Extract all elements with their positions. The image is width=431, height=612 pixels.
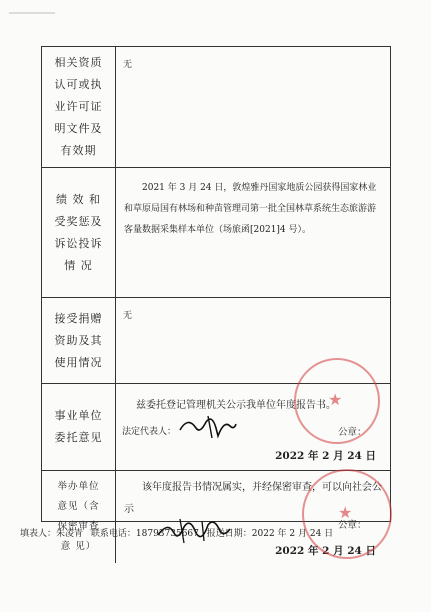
row-label-entrust: 事业单位 委托意见 [54, 409, 103, 444]
row-label-cell [42, 384, 116, 470]
entrust-date: 2022 年 2 月 24 日 [275, 450, 376, 462]
donation-value: 无 [123, 311, 133, 321]
table-row [42, 471, 390, 563]
report-footer [20, 526, 338, 539]
table-row [42, 47, 390, 168]
row-label-organizer: 举办单位 意见（含 保密审查 意 见） [57, 481, 100, 552]
qualification-value: 无 [123, 60, 133, 70]
row-label-cell [42, 471, 116, 563]
legal-rep-label: 法定代表人： [122, 427, 177, 437]
performance-text: 2021 年 3 月 24 日，敦煌雅丹国家地质公园获得国家林业和草原局国有林场和种苗管理司第一批全国林草系统生态旅游游客量数据采集样本单位（场旅函[2021]4 号）。 [124, 183, 377, 235]
entrust-text: 兹委托登记管理机关公示我单位年度报告书。 [136, 400, 336, 411]
stamp-trace [9, 12, 55, 34]
row-label-cell [42, 298, 116, 383]
contact-phone: 联系电话：18793735667 [90, 529, 199, 539]
organizer-date: 2022 年 2 月 24 日 [275, 545, 376, 557]
row-content-cell [116, 168, 390, 297]
organizer-text: 该年度报告书情况属实，并经保密审查，可以向社会公示 [124, 482, 382, 515]
official-seal [294, 358, 380, 444]
row-label-cell [42, 47, 116, 167]
report-date: 报送日期：2022 年 2 月 24 日 [206, 529, 334, 539]
row-content-cell [116, 471, 390, 563]
row-content-cell [116, 47, 390, 167]
table-row [42, 168, 390, 298]
filler-name: 填表人：朱凌青 [20, 529, 84, 539]
seal-label: 公章： [338, 427, 367, 438]
seal-star-icon: ★ [338, 503, 353, 522]
row-label-qualification: 相关资质 认可或执 业许可证 明文件及 有效期 [54, 56, 103, 157]
organizer-seal-label: 公章： [338, 520, 367, 531]
legal-rep-signature [178, 412, 238, 442]
row-content-cell [116, 384, 390, 470]
row-label-donation: 接受捐赠 资助及其 使用情况 [54, 311, 103, 369]
row-label-performance: 绩 效 和 受奖惩及 诉讼投诉 情 况 [54, 192, 103, 272]
table-row [42, 384, 390, 471]
organizer-seal [302, 469, 392, 559]
row-label-cell [42, 168, 116, 297]
seal-star-icon: ★ [328, 390, 343, 409]
